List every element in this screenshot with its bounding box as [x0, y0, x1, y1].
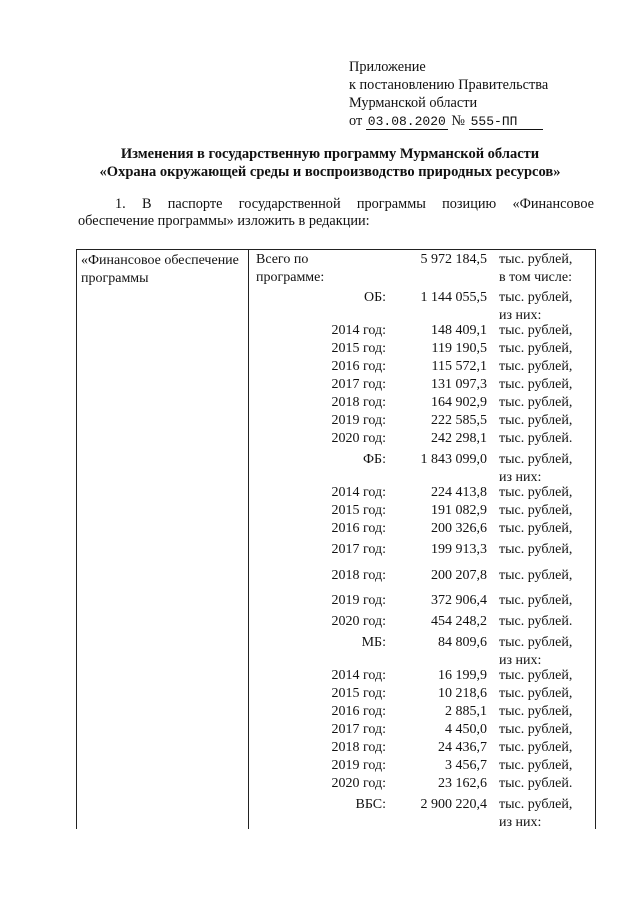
year-value: 454 248,2 [431, 614, 487, 629]
year-value: 119 190,5 [431, 341, 487, 356]
year-row [76, 703, 596, 721]
section-value: 84 809,6 [438, 635, 487, 650]
year-row [76, 430, 596, 448]
year-label: 2019 год: [331, 593, 386, 608]
decree-date: 03.08.2020 [367, 114, 446, 129]
section-row [76, 289, 596, 307]
appendix-title: Приложение [349, 59, 426, 75]
year-unit: тыс. рублей, [499, 323, 573, 338]
title-line-1: Изменения в государственную программу Мурманской области [120, 146, 540, 162]
section-unit-note: из них: [499, 815, 542, 830]
section-label: ВБС: [355, 797, 386, 812]
year-row [76, 541, 596, 559]
year-row [76, 613, 596, 631]
decree-number: 555-ПП [469, 114, 544, 130]
year-unit: тыс. рублей, [499, 704, 573, 719]
table-top-border [76, 249, 596, 250]
year-value: 372 906,4 [431, 593, 487, 608]
section-value: 2 900 220,4 [420, 797, 487, 812]
year-row [76, 358, 596, 376]
section-unit: тыс. рублей, [499, 635, 573, 650]
section-row-cont [76, 814, 596, 832]
year-unit: тыс. рублей, [499, 503, 573, 518]
year-row [76, 775, 596, 793]
appendix-header [349, 58, 548, 131]
section-value: 1 843 099,0 [420, 452, 487, 467]
year-value: 191 082,9 [431, 503, 487, 518]
year-label: 2015 год: [331, 341, 386, 356]
year-unit: тыс. рублей, [499, 722, 573, 737]
row-label-cell: «Финансовое обеспечение программы [81, 253, 239, 286]
financing-table [76, 249, 596, 829]
year-label: 2019 год: [331, 758, 386, 773]
year-row [76, 667, 596, 685]
year-row [76, 739, 596, 757]
section-unit: тыс. рублей, [499, 452, 573, 467]
year-unit: тыс. рублей, [499, 593, 573, 608]
total-value: 5 972 184,5 [420, 252, 487, 267]
year-value: 222 585,5 [431, 413, 487, 428]
year-unit: тыс. рублей, [499, 668, 573, 683]
appendix-date-line [349, 112, 548, 131]
year-label: 2015 год: [331, 503, 386, 518]
year-label: 2014 год: [331, 668, 386, 683]
number-sign: № [451, 113, 466, 129]
total-label-line-1: Всего по [256, 252, 309, 267]
year-value: 242 298,1 [431, 431, 487, 446]
total-unit-line-2: в том числе: [499, 270, 572, 285]
year-value: 3 456,7 [445, 758, 487, 773]
year-label: 2014 год: [331, 323, 386, 338]
year-label: 2016 год: [331, 359, 386, 374]
year-label: 2018 год: [331, 568, 386, 583]
section-value: 1 144 055,5 [420, 290, 487, 305]
year-unit: тыс. рублей, [499, 542, 573, 557]
year-row [76, 520, 596, 538]
year-row [76, 376, 596, 394]
section-label: МБ: [361, 635, 386, 650]
year-value: 199 913,3 [431, 542, 487, 557]
appendix-decree: к постановлению Правительства [349, 77, 549, 93]
year-row [76, 502, 596, 520]
total-row-cont [76, 269, 596, 287]
year-row [76, 484, 596, 502]
year-label: 2020 год: [331, 431, 386, 446]
section-row [76, 634, 596, 652]
total-row [76, 251, 596, 269]
document-title [60, 145, 600, 181]
year-label: 2019 год: [331, 413, 386, 428]
year-value: 10 218,6 [438, 686, 487, 701]
section-unit-note: из них: [499, 470, 542, 485]
year-label: 2015 год: [331, 686, 386, 701]
year-unit: тыс. рублей. [499, 776, 573, 791]
year-value: 2 885,1 [445, 704, 487, 719]
year-unit: тыс. рублей, [499, 758, 573, 773]
intro-paragraph: 1. В паспорте государственной программы позицию «Финансовое обеспечение программы» изложить в редакции: [78, 196, 594, 229]
year-label: 2016 год: [331, 704, 386, 719]
appendix-region: Мурманской области [349, 95, 478, 111]
year-unit: тыс. рублей, [499, 485, 573, 500]
year-value: 164 902,9 [431, 395, 487, 410]
year-value: 16 199,9 [438, 668, 487, 683]
section-unit: тыс. рублей, [499, 290, 573, 305]
section-row [76, 796, 596, 814]
year-unit: тыс. рублей, [499, 359, 573, 374]
year-row [76, 721, 596, 739]
year-row [76, 322, 596, 340]
year-value: 200 326,6 [431, 521, 487, 536]
year-value: 115 572,1 [431, 359, 487, 374]
year-label: 2017 год: [331, 722, 386, 737]
section-label: ФБ: [363, 452, 386, 467]
section-unit: тыс. рублей, [499, 797, 573, 812]
year-unit: тыс. рублей, [499, 521, 573, 536]
year-row [76, 685, 596, 703]
section-unit-note: из них: [499, 308, 542, 323]
year-unit: тыс. рублей, [499, 377, 573, 392]
year-unit: тыс. рублей, [499, 568, 573, 583]
year-row [76, 592, 596, 610]
year-label: 2014 год: [331, 485, 386, 500]
year-unit: тыс. рублей, [499, 413, 573, 428]
year-label: 2020 год: [331, 614, 386, 629]
year-value: 23 162,6 [438, 776, 487, 791]
title-line-2: «Охрана окружающей среды и воспроизводство природных ресурсов» [99, 164, 561, 180]
year-value: 148 409,1 [431, 323, 487, 338]
year-label: 2017 год: [331, 542, 386, 557]
year-label: 2018 год: [331, 395, 386, 410]
total-unit-line-1: тыс. рублей, [499, 252, 573, 267]
year-unit: тыс. рублей, [499, 341, 573, 356]
year-row [76, 567, 596, 585]
year-label: 2020 год: [331, 776, 386, 791]
section-unit-note: из них: [499, 653, 542, 668]
year-unit: тыс. рублей, [499, 395, 573, 410]
year-value: 131 097,3 [431, 377, 487, 392]
year-row [76, 757, 596, 775]
total-label-line-2: программе: [256, 270, 325, 285]
year-label: 2018 год: [331, 740, 386, 755]
year-label: 2016 год: [331, 521, 386, 536]
year-unit: тыс. рублей, [499, 686, 573, 701]
year-value: 24 436,7 [438, 740, 487, 755]
year-unit: тыс. рублей. [499, 614, 573, 629]
year-unit: тыс. рублей, [499, 740, 573, 755]
date-prefix: от [349, 113, 363, 129]
year-label: 2017 год: [331, 377, 386, 392]
year-unit: тыс. рублей. [499, 431, 573, 446]
year-row [76, 340, 596, 358]
year-row [76, 394, 596, 412]
year-row [76, 412, 596, 430]
section-label: ОБ: [363, 290, 386, 305]
section-row [76, 451, 596, 469]
year-value: 4 450,0 [445, 722, 487, 737]
year-value: 224 413,8 [431, 485, 487, 500]
year-value: 200 207,8 [431, 568, 487, 583]
